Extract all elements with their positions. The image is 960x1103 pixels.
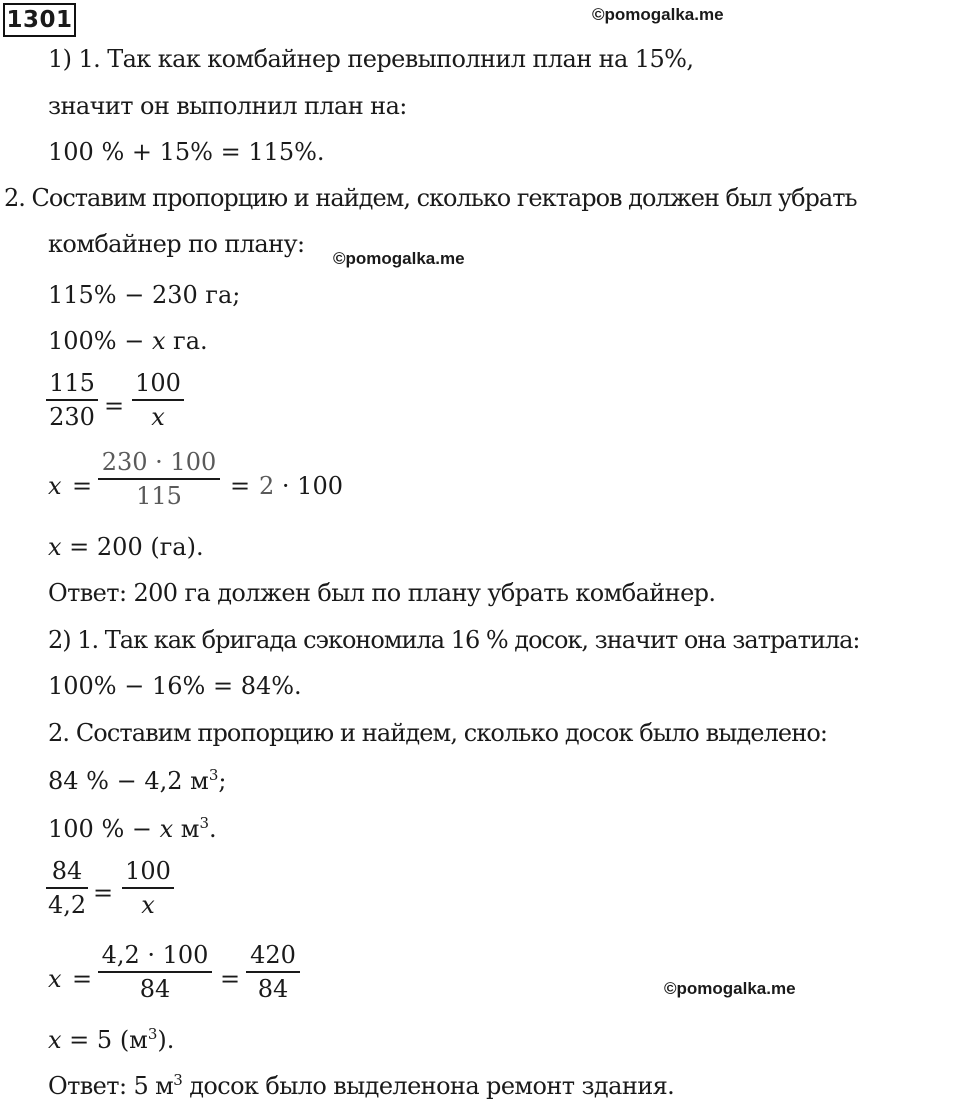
equals-sign: = — [93, 879, 114, 907]
denominator: 230 — [46, 399, 98, 431]
problem-number: 1301 — [3, 3, 76, 37]
text-segment: 84 % − 4,2 м — [48, 767, 209, 795]
part1-fraction-left — [46, 369, 98, 431]
equals-sign: = — [72, 965, 93, 993]
text-segment: досок было выделенона ремонт здания. — [182, 1072, 675, 1100]
superscript: 3 — [199, 814, 209, 832]
part2-fraction-right — [122, 857, 174, 919]
text-segment: Ответ: 5 м — [48, 1072, 174, 1100]
text-segment: м — [173, 815, 200, 843]
part1-calc-result — [259, 471, 343, 501]
variable-x: x — [159, 815, 174, 843]
watermark-top: ©pomogalka.me — [592, 5, 724, 24]
superscript: 3 — [147, 1025, 158, 1043]
superscript: 3 — [173, 1071, 183, 1089]
variable-x: x — [48, 965, 62, 993]
numerator: 115 — [49, 369, 95, 397]
part2-answer — [48, 1071, 674, 1101]
equals-sign: = — [230, 472, 251, 500]
part1-proportion-line-1: 115% − 230 га; — [48, 281, 241, 309]
part2-step2-heading: 2. Составим пропорцию и найдем, сколько досок было выделено: — [48, 719, 828, 747]
part1-result — [48, 532, 204, 562]
part1-proportion-line-2 — [48, 326, 208, 356]
variable-x: x — [48, 472, 62, 500]
text-segment: 100 % − — [48, 815, 160, 843]
part2-calc-fraction — [98, 941, 212, 1003]
superscript: 3 — [208, 766, 219, 784]
text-segment: га. — [165, 327, 208, 355]
part2-line-1: 2) 1. Так как бригада сэкономила 16 % досок, значит она затратила: — [48, 626, 860, 654]
text-segment: · 100 — [274, 472, 343, 500]
numerator: 100 — [125, 857, 171, 885]
denominator: 84 — [246, 971, 300, 1003]
numerator: 230 · 100 — [101, 448, 217, 476]
part2-result — [48, 1025, 174, 1055]
text-segment: 2 — [259, 472, 275, 500]
numerator: 100 — [135, 369, 181, 397]
part2-proportion-line-1 — [48, 766, 226, 796]
text-segment: ; — [218, 767, 227, 795]
variable-x: x — [48, 533, 62, 561]
denominator: 84 — [98, 971, 212, 1003]
denominator: x — [132, 399, 184, 431]
part2-fraction-left — [46, 857, 88, 919]
part1-answer: Ответ: 200 га должен был по плану убрать комбайнер. — [48, 579, 716, 607]
denominator: x — [122, 887, 174, 919]
equals-sign: = — [104, 392, 125, 420]
part2-line-2: 100% − 16% = 84%. — [48, 672, 302, 700]
watermark-middle: ©pomogalka.me — [333, 249, 465, 268]
numerator: 84 — [51, 857, 83, 885]
part1-line-1: 1) 1. Так как комбайнер перевыполнил план на 15%, — [48, 45, 694, 73]
text-segment: . — [209, 815, 217, 843]
text-segment: ). — [157, 1026, 175, 1054]
part1-fraction-right — [132, 369, 184, 431]
part1-line-2: значит он выполнил план на: — [48, 92, 407, 120]
numerator: 4,2 · 100 — [101, 941, 209, 969]
part1-calc-fraction — [98, 448, 220, 510]
part1-line-3: 100 % + 15% = 115%. — [48, 138, 325, 166]
text-segment: = 200 (га). — [61, 533, 204, 561]
denominator: 115 — [98, 478, 220, 510]
denominator: 4,2 — [46, 887, 88, 919]
text-segment: 100% − — [48, 327, 152, 355]
part2-result-fraction — [246, 941, 300, 1003]
variable-x: x — [151, 327, 166, 355]
numerator: 420 — [250, 941, 296, 969]
equals-sign: = — [72, 472, 93, 500]
text-segment: = 5 (м — [61, 1026, 148, 1054]
watermark-bottom: ©pomogalka.me — [664, 979, 796, 998]
part2-proportion-line-2 — [48, 814, 217, 844]
equals-sign: = — [220, 965, 241, 993]
part1-step2-heading: 2. Составим пропорцию и найдем, сколько гектаров должен был убрать — [4, 184, 857, 212]
part1-line-5: комбайнер по плану: — [48, 230, 305, 258]
variable-x: x — [48, 1026, 62, 1054]
